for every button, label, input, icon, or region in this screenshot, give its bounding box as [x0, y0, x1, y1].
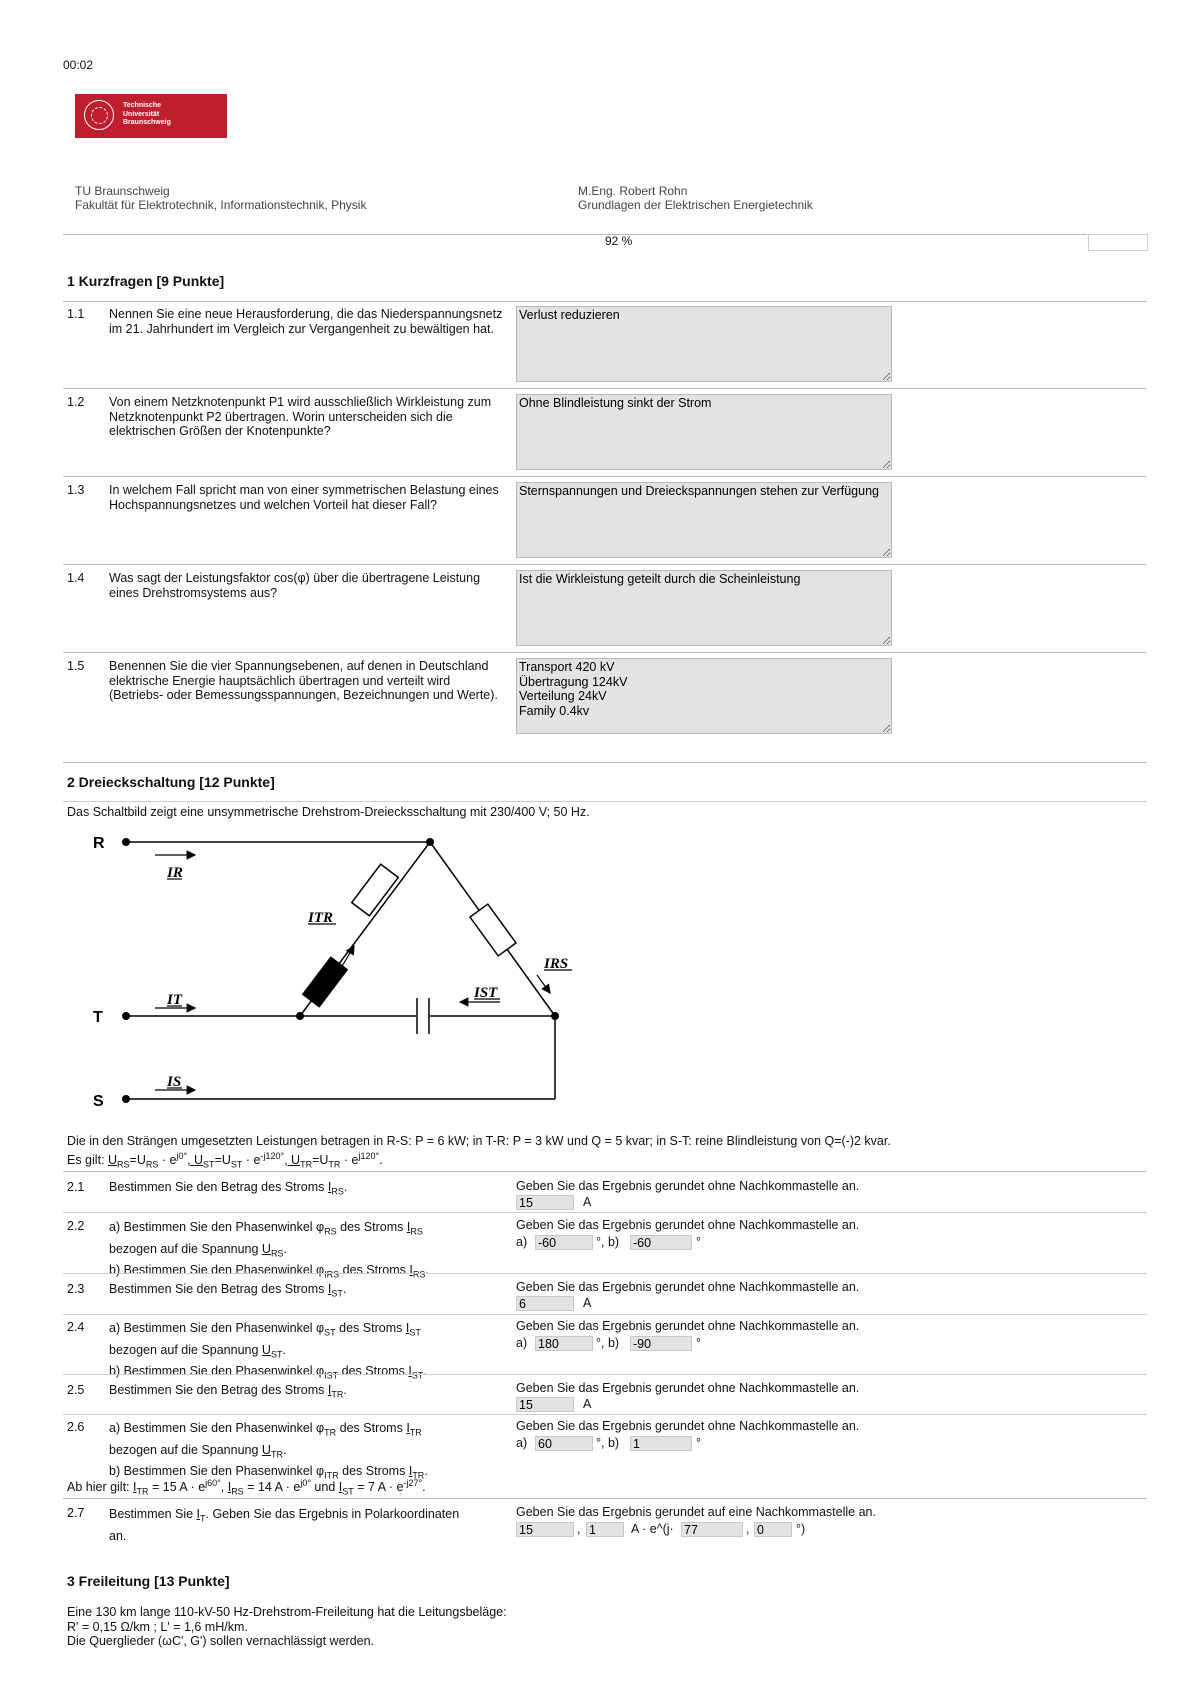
- q-2-7-number: 2.7: [67, 1506, 85, 1520]
- divider: [63, 1498, 1147, 1499]
- arrow-itr: [341, 946, 354, 968]
- author-name: M.Eng. Robert Rohn: [578, 184, 688, 198]
- section-2-intro: Das Schaltbild zeigt eine unsymmetrische Drehstrom-Dreiecksschaltung mit 230/400 V; 50 Hz.: [67, 805, 590, 819]
- answer-1-4-textarea[interactable]: [516, 570, 892, 646]
- q-2-4-text: a) Bestimmen Sie den Phasenwinkel $\varphi_{ST}$ des Stroms $I_{ST}$ bezogen auf die Spannung $U_{ST}$. b) Bestimmen Sie den Phasenwinkel $\varphi_{IST}$ des Stroms $I_{ST}$.: [109, 1321, 427, 1381]
- label-irs: IRS: [544, 956, 569, 972]
- q-2-2-number: 2.2: [67, 1219, 85, 1233]
- circuit-diagram: [80, 830, 600, 1110]
- question-1-2-number: 1.2: [67, 395, 85, 409]
- es-gilt-text: Es gilt: $U_{RS}=U_{RS} \cdot e^{j0^\circ}$, $U_{ST}=U_{ST} \cdot e^{-j120^\circ}$, $U_{TR}=U_{TR} \cdot e^{j120^\circ}$.: [67, 1151, 383, 1170]
- question-1-5-text: Benennen Sie die vier Spannungsebenen, auf denen in Deutschland elektrische Energie hauptsächlich übertragen und verteilt wird (Betriebs- oder Bemessungsspannungen, Bezeichnungen und Werte).: [109, 659, 498, 702]
- label-is: IS: [167, 1074, 182, 1090]
- logo-text: Technische Universität Braunschweig: [123, 102, 171, 126]
- divider: [63, 762, 1147, 763]
- divider: [63, 301, 1147, 302]
- q-2-7-unit: A · e^(j·: [631, 1522, 674, 1536]
- q-2-6-text: a) Bestimmen Sie den Phasenwinkel $\varphi_{TR}$ des Stroms $I_{TR}$ bezogen auf die Spannung $U_{TR}$. b) Bestimmen Sie den Phasenwinkel $\varphi_{ITR}$ des Stroms $I_{TR}$.: [109, 1421, 428, 1481]
- q-2-2-input-a[interactable]: [535, 1235, 593, 1250]
- question-1-1-number: 1.1: [67, 307, 85, 321]
- answer-1-2-textarea[interactable]: [516, 394, 892, 470]
- q-2-7-comma-2: ,: [746, 1522, 750, 1536]
- q-2-2-label-a: a): [516, 1235, 528, 1249]
- q-2-1-unit: A: [583, 1195, 592, 1209]
- q-2-6-input-a[interactable]: [535, 1436, 593, 1451]
- terminal-t: [122, 1012, 130, 1020]
- university-name: TU Braunschweig: [75, 184, 170, 198]
- q-2-6-input-b[interactable]: [630, 1436, 692, 1451]
- capacitor-gap: [416, 998, 430, 1034]
- progress-remaining: [1088, 234, 1148, 251]
- lion-seal-icon: [84, 100, 114, 130]
- q-2-3-number: 2.3: [67, 1282, 85, 1296]
- ab-hier-text: Ab hier gilt: $I_{TR} = 15$ $A \cdot e^{j60^\circ}$, $I_{RS} = 14$ $A \cdot e^{j0^\circ}$ und $I_{ST} = 7$ $A \cdot e^{-j27^\circ}$.: [67, 1478, 426, 1497]
- divider: [63, 1414, 1147, 1415]
- node-left: [296, 1012, 304, 1020]
- q-2-6-sep: °, b): [596, 1436, 620, 1450]
- question-1-3-text: In welchem Fall spricht man von einer symmetrischen Belastung eines Hochspannungsnetzes und welchen Vorteil hat dieser Fall?: [109, 483, 499, 512]
- divider: [63, 476, 1147, 477]
- q-2-3-input[interactable]: [516, 1296, 574, 1311]
- divider: [63, 652, 1147, 653]
- terminal-s: [122, 1095, 130, 1103]
- q-2-1-input[interactable]: [516, 1195, 574, 1210]
- label-t: T: [93, 1009, 103, 1026]
- label-itr: ITR: [308, 910, 334, 926]
- node-right: [551, 1012, 559, 1020]
- divider: [63, 1273, 1147, 1274]
- q-2-1-hint: Geben Sie das Ergebnis gerundet ohne Nachkommastelle an.: [516, 1179, 860, 1193]
- answer-1-3-textarea[interactable]: [516, 482, 892, 558]
- q-2-4-hint: Geben Sie das Ergebnis gerundet ohne Nachkommastelle an.: [516, 1319, 860, 1333]
- question-1-5-number: 1.5: [67, 659, 85, 673]
- arrow-irs: [537, 975, 550, 993]
- power-text: Die in den Strängen umgesetzten Leistungen betragen in R-S: P = 6 kW; in T-R: P = 3 kW und Q = 5 kvar; in S-T: reine Blindleistung von Q=(-)2 kvar.: [67, 1134, 891, 1148]
- question-1-3-number: 1.3: [67, 483, 85, 497]
- node-top: [426, 838, 434, 846]
- label-it: IT: [167, 992, 182, 1008]
- q-2-2-input-b[interactable]: [630, 1235, 692, 1250]
- label-ir: IR: [167, 865, 183, 881]
- q-2-4-sep: °, b): [596, 1336, 620, 1350]
- university-logo: [75, 94, 227, 138]
- answer-1-5-textarea[interactable]: [516, 658, 892, 734]
- divider: [63, 1314, 1147, 1315]
- q-2-7-end: °): [796, 1522, 806, 1536]
- divider: [63, 564, 1147, 565]
- q-2-2-deg: °: [696, 1235, 701, 1249]
- question-1-4-text: Was sagt der Leistungsfaktor cos(φ) über die übertragene Leistung eines Drehstromsystems aus?: [109, 571, 481, 600]
- resistor-rs: [470, 904, 516, 956]
- q-2-7-text: Bestimmen Sie $I_T$. Geben Sie das Ergebnis in Polarkoordinaten an.: [109, 1507, 460, 1543]
- q-2-7-input-magnitude-decimal[interactable]: [586, 1522, 624, 1537]
- q-2-2-sep: °, b): [596, 1235, 620, 1249]
- label-s: S: [93, 1093, 104, 1110]
- q-2-1-number: 2.1: [67, 1180, 85, 1194]
- divider: [63, 388, 1147, 389]
- question-1-4-number: 1.4: [67, 571, 85, 585]
- inductor-tr: [302, 956, 348, 1008]
- q-2-6-hint: Geben Sie das Ergebnis gerundet ohne Nachkommastelle an.: [516, 1419, 860, 1433]
- q-2-4-input-a[interactable]: [535, 1336, 593, 1351]
- timer: 00:02: [63, 58, 94, 72]
- q-2-6-number: 2.6: [67, 1420, 85, 1434]
- q-2-3-unit: A: [583, 1296, 592, 1310]
- header-left: [75, 184, 366, 212]
- q-2-7-input-angle-decimal[interactable]: [754, 1522, 792, 1537]
- faculty-name: Fakultät für Elektrotechnik, Informationstechnik, Physik: [75, 198, 367, 212]
- section-2-title: 2 Dreieckschaltung [12 Punkte]: [67, 774, 275, 790]
- q-2-7-input-magnitude[interactable]: [516, 1522, 574, 1537]
- q-2-4-number: 2.4: [67, 1320, 85, 1334]
- label-ist: IST: [474, 985, 498, 1001]
- section-3-title: 3 Freileitung [13 Punkte]: [67, 1573, 230, 1589]
- q-2-3-hint: Geben Sie das Ergebnis gerundet ohne Nachkommastelle an.: [516, 1280, 860, 1294]
- terminal-r: [122, 838, 130, 846]
- q-2-5-input[interactable]: [516, 1397, 574, 1412]
- q-2-7-input-angle[interactable]: [681, 1522, 743, 1537]
- question-1-2-text: Von einem Netzknotenpunkt P1 wird ausschließlich Wirkleistung zum Netzknotenpunkt P2 übertragen. Worin unterscheiden sich die elektrischen Größen der Knotenpunkte?: [109, 395, 492, 438]
- answer-1-1-textarea[interactable]: [516, 306, 892, 382]
- q-2-5-unit: A: [583, 1397, 592, 1411]
- divider: [63, 1171, 1147, 1172]
- q-2-6-label-a: a): [516, 1436, 528, 1450]
- q-2-2-text: a) Bestimmen Sie den Phasenwinkel $\varphi_{RS}$ des Stroms $I_{RS}$ bezogen auf die Spannung $U_{RS}$. b) Bestimmen Sie den Phasenwinkel $\varphi_{IRS}$ des Stroms $I_{RS}$.: [109, 1220, 429, 1280]
- section-1-title: 1 Kurzfragen [9 Punkte]: [67, 273, 225, 289]
- q-2-5-hint: Geben Sie das Ergebnis gerundet ohne Nachkommastelle an.: [516, 1381, 860, 1395]
- q-2-2-hint: Geben Sie das Ergebnis gerundet ohne Nachkommastelle an.: [516, 1218, 860, 1232]
- label-r: R: [93, 835, 105, 852]
- question-1-1-text: Nennen Sie eine neue Herausforderung, die das Niederspannungsnetz im 21. Jahrhundert im Vergleich zur Vergangenheit zu bewältigen hat.: [109, 307, 503, 336]
- q-2-6-deg: °: [696, 1436, 701, 1450]
- q-2-7-hint: Geben Sie das Ergebnis gerundet auf eine Nachkommastelle an.: [516, 1505, 876, 1519]
- progress-label: 92 %: [605, 234, 633, 248]
- q-2-5-text: Bestimmen Sie den Betrag des Stroms $I_{TR}$.: [109, 1383, 347, 1400]
- progress-bar: [63, 234, 1087, 235]
- q-2-4-input-b[interactable]: [630, 1336, 692, 1351]
- divider: [63, 1212, 1147, 1213]
- divider: [63, 801, 1147, 802]
- q-2-7-comma-1: ,: [577, 1522, 581, 1536]
- q-2-4-label-a: a): [516, 1336, 528, 1350]
- header-right: [578, 184, 813, 212]
- q-2-4-deg: °: [696, 1336, 701, 1350]
- q-2-1-text: Bestimmen Sie den Betrag des Stroms $I_{RS}$.: [109, 1180, 348, 1197]
- divider: [63, 1374, 1147, 1375]
- q-2-3-text: Bestimmen Sie den Betrag des Stroms $I_{ST}$.: [109, 1282, 347, 1299]
- resistor-tr: [352, 864, 398, 916]
- course-name: Grundlagen der Elektrischen Energietechnik: [578, 198, 813, 212]
- section-3-text: Eine 130 km lange 110-kV-50 Hz-Drehstrom-Freileitung hat die Leitungsbeläge: R' = 0,15 Ω/km ; L' = 1,6 mH/km. Die Querglieder (ωC', G') sollen vernachlässigt werden.: [67, 1605, 507, 1648]
- q-2-5-number: 2.5: [67, 1383, 85, 1397]
